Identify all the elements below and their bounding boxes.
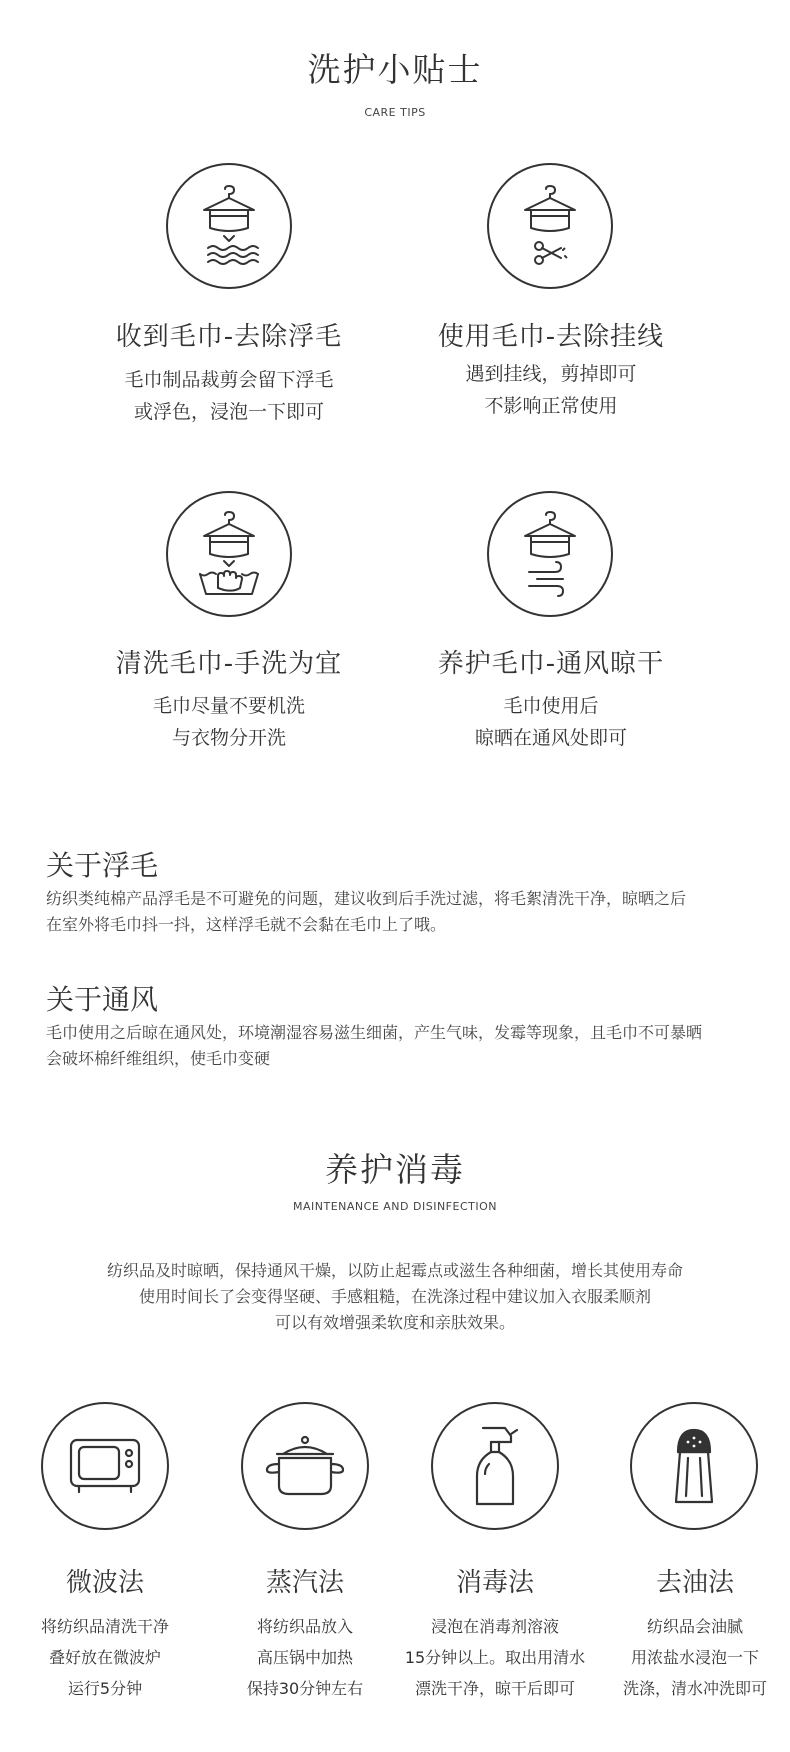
method-3-line-2: 15分钟以上。取出用清水 [404, 1648, 586, 1667]
method-3-line-3: 漂洗干净，晾干后即可 [414, 1679, 575, 1698]
method-1-line-2: 叠好放在微波炉 [48, 1648, 161, 1667]
about-ventilation-line-1: 毛巾使用之后晾在通风处，环境潮湿容易滋生细菌，产生气味，发霉等现象，且毛巾不可暴晒 [46, 1023, 703, 1042]
pot-icon [263, 1434, 347, 1498]
care-title: 洗护小贴士 [307, 50, 483, 89]
method-4-line-2: 用浓盐水浸泡一下 [630, 1648, 759, 1667]
about-ventilation-title: 关于通风 [46, 983, 159, 1016]
tip-3-line-1: 毛巾尽量不要机洗 [152, 695, 305, 717]
microwave-icon [69, 1436, 141, 1496]
about-floating-fibers-text [46, 886, 766, 938]
tip-2-title: 使用毛巾-去除挂线 [437, 322, 665, 352]
tip-4-icon-circle [487, 491, 613, 617]
tip-3-icon-circle [166, 491, 292, 617]
spray-bottle-icon [469, 1424, 521, 1508]
tip-3-line-2: 与衣物分开洗 [171, 727, 286, 749]
method-2-line-1: 将纺织品放入 [256, 1617, 353, 1636]
maintenance-line-2: 使用时间长了会变得坚硬、手感粗糙，在洗涤过程中建议加入衣服柔顺剂 [138, 1287, 651, 1306]
hanger-towel-handwash-icon [194, 512, 264, 596]
method-4-line-1: 纺织品会油腻 [646, 1617, 743, 1636]
method-1-icon-circle [41, 1402, 169, 1530]
method-2-line-2: 高压锅中加热 [256, 1648, 353, 1667]
tip-1-line-1: 毛巾制品裁剪会留下浮毛 [124, 369, 334, 391]
method-2-desc [212, 1611, 398, 1704]
salt-shaker-icon [668, 1426, 720, 1506]
method-2-title: 蒸汽法 [265, 1568, 344, 1598]
maintenance-title: 养护消毒 [325, 1150, 465, 1189]
maintenance-line-3: 可以有效增强柔软度和亲肤效果。 [274, 1313, 515, 1332]
method-3-line-1: 浸泡在消毒剂溶液 [430, 1617, 559, 1636]
method-3-desc [392, 1611, 598, 1704]
method-4-icon-circle [630, 1402, 758, 1530]
method-1-desc [15, 1611, 195, 1704]
method-4-line-3: 洗涤，清水冲洗即可 [622, 1679, 767, 1698]
about-floating-fibers-line-1: 纺织类纯棉产品浮毛是不可避免的问题，建议收到后手洗过滤，将毛絮清洗干净，晾晒之后 [46, 889, 687, 908]
maintenance-line-1: 纺织品及时晾晒，保持通风干燥，以防止起霉点或滋生各种细菌，增长其使用寿命 [106, 1261, 683, 1280]
maintenance-subtitle: MAINTENANCE AND DISINFECTION [293, 1200, 497, 1213]
tip-4-title: 养护毛巾-通风晾干 [437, 649, 665, 679]
tip-1-icon-circle [166, 163, 292, 289]
method-1-title: 微波法 [65, 1568, 144, 1598]
tip-4-desc [410, 690, 692, 754]
hanger-towel-scissors-icon [515, 186, 585, 266]
about-floating-fibers-line-2: 在室外将毛巾抖一抖，这样浮毛就不会黏在毛巾上了哦。 [46, 915, 447, 934]
tip-2-line-1: 遇到挂线，剪掉即可 [465, 363, 637, 385]
method-3-title: 消毒法 [455, 1568, 534, 1598]
tip-4-line-1: 毛巾使用后 [503, 695, 599, 717]
tip-4-line-2: 晾晒在通风处即可 [474, 727, 627, 749]
tip-3-title: 清洗毛巾-手洗为宜 [115, 649, 343, 679]
about-ventilation-text [46, 1020, 766, 1072]
tip-2-line-2: 不影响正常使用 [484, 395, 618, 417]
method-4-title: 去油法 [655, 1568, 734, 1598]
method-2-line-3: 保持30分钟左右 [246, 1679, 364, 1698]
method-1-line-1: 将纺织品清洗干净 [40, 1617, 169, 1636]
tip-1-title: 收到毛巾-去除浮毛 [115, 322, 343, 352]
method-2-icon-circle [241, 1402, 369, 1530]
tip-3-desc [96, 690, 362, 754]
hanger-towel-water-icon [194, 186, 264, 266]
tip-1-line-2: 或浮色，浸泡一下即可 [133, 401, 324, 423]
tip-2-desc [410, 358, 692, 422]
method-1-line-3: 运行5分钟 [67, 1679, 143, 1698]
tip-2-icon-circle [487, 163, 613, 289]
method-4-desc [600, 1611, 790, 1704]
about-ventilation-line-2: 会破坏棉纤维组织，使毛巾变硬 [46, 1049, 271, 1068]
care-subtitle: CARE TIPS [364, 106, 426, 119]
tip-1-desc [96, 364, 362, 428]
hanger-towel-wind-icon [515, 512, 585, 596]
about-floating-fibers-title: 关于浮毛 [46, 849, 159, 882]
maintenance-text [0, 1258, 790, 1336]
method-3-icon-circle [431, 1402, 559, 1530]
